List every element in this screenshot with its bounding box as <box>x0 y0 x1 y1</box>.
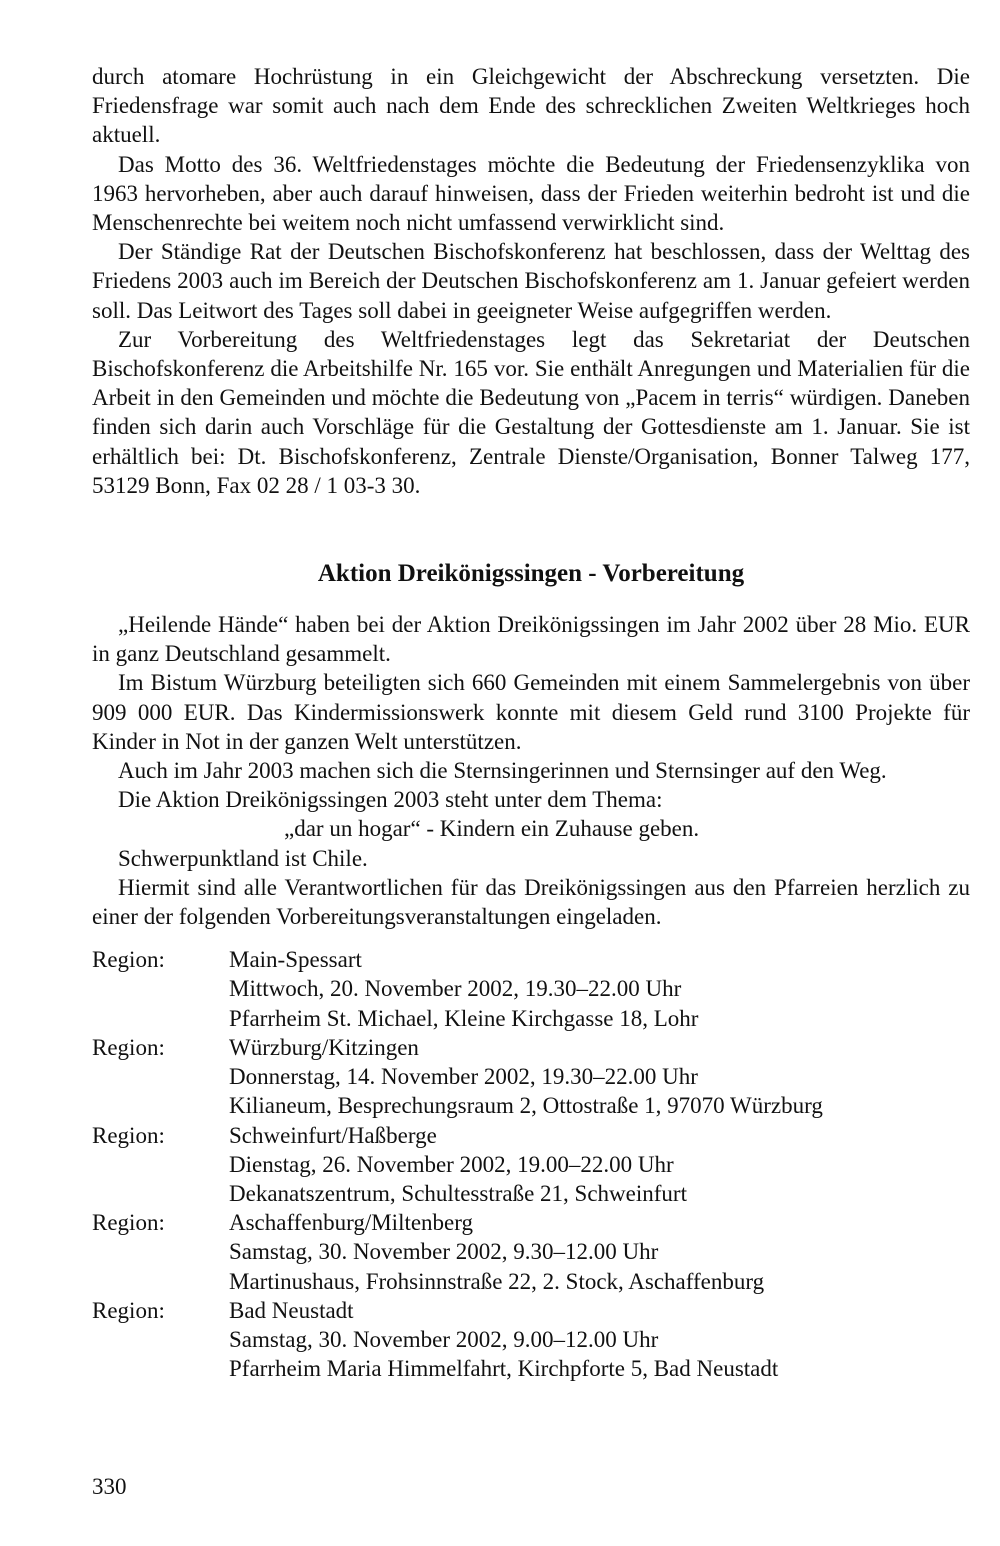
schedule-entry <box>92 1033 970 1121</box>
event-schedule <box>92 945 970 1383</box>
event-date: Mittwoch, 20. November 2002, 19.30–22.00 Uhr <box>229 976 682 1002</box>
event-venue: Pfarrheim St. Michael, Kleine Kirchgasse 18, Lohr <box>229 1005 699 1031</box>
schedule-entry <box>92 1121 970 1209</box>
region-label: Region: <box>92 947 165 973</box>
body-paragraph: durch atomare Hochrüstung in ein Gleichgewicht der Abschreckung versetzten. Die Friedensfrage war somit auch nach dem Ende des schrecklichen Zweiten Weltkrieges hoch aktuell. <box>92 64 970 148</box>
section-paragraph: Im Bistum Würzburg beteiligten sich 660 Gemeinden mit einem Sammelergebnis von über 909 000 EUR. Das Kindermissionswerk konnte mit diesem Geld rund 3100 Projekte für Kinder in Not in der ganzen Welt unterstützen. <box>92 670 970 754</box>
section-heading: Aktion Dreikönigssingen - Vorbereitung <box>317 560 745 588</box>
section-paragraph: Schwerpunktland ist Chile. <box>118 845 368 871</box>
event-venue: Kilianeum, Besprechungsraum 2, Ottostraße 1, 97070 Würzburg <box>229 1093 823 1119</box>
schedule-entry <box>92 945 970 1033</box>
section-paragraph: Hiermit sind alle Verantwortlichen für das Dreikönigssingen aus den Pfarreien herzlich zu einer der folgenden Vorbereitungsveranstaltungen eingeladen. <box>92 874 970 930</box>
entry-details <box>229 1296 970 1384</box>
page-body <box>92 62 970 1383</box>
region-label: Region: <box>92 1122 165 1148</box>
section-paragraph: Die Aktion Dreikönigssingen 2003 steht unter dem Thema: <box>118 787 663 813</box>
entry-details <box>229 945 970 1033</box>
region-label: Region: <box>92 1210 165 1236</box>
theme-line: „dar un hogar“ - Kindern ein Zuhause geben. <box>284 816 700 842</box>
entry-details <box>229 1208 970 1296</box>
page-number: 330 <box>92 1474 127 1499</box>
body-paragraph: Das Motto des 36. Weltfriedenstages möchte die Bedeutung der Friedensenzyklika von 1963 hervorheben, aber auch darauf hinweisen, dass der Frieden weiterhin bedroht ist und die Menschenrechte bei weitem noch nicht umfassend verwirklicht sind. <box>92 151 970 236</box>
event-date: Samstag, 30. November 2002, 9.30–12.00 Uhr <box>229 1239 659 1265</box>
region-name: Main-Spessart <box>229 947 362 973</box>
section-paragraph: Auch im Jahr 2003 machen sich die Sternsingerinnen und Sternsinger auf den Weg. <box>118 758 887 784</box>
entry-details <box>229 1121 970 1209</box>
body-paragraph: Der Ständige Rat der Deutschen Bischofskonferenz hat beschlossen, dass der Welttag des Friedens 2003 auch im Bereich der Deutschen Bischofskonferenz am 1. Januar gefeiert werden soll. Das Leitwort des Tages soll dabei in geeigneter Weise aufgegriffen werden. <box>92 239 970 323</box>
region-name: Aschaffenburg/Miltenberg <box>229 1210 474 1236</box>
event-venue: Dekanatszentrum, Schultesstraße 21, Schweinfurt <box>229 1180 687 1206</box>
event-venue: Martinushaus, Frohsinnstraße 22, 2. Stock, Aschaffenburg <box>229 1268 765 1294</box>
event-date: Samstag, 30. November 2002, 9.00–12.00 Uhr <box>229 1326 659 1352</box>
region-name: Bad Neustadt <box>229 1297 354 1323</box>
region-label: Region: <box>92 1034 165 1060</box>
region-label: Region: <box>92 1297 165 1323</box>
body-paragraph: Zur Vorbereitung des Weltfriedenstages legt das Sekretariat der Deutschen Bischofskonferenz die Arbeitshilfe Nr. 165 vor. Sie enthält Anregungen und Materialien für die Arbeit in den Gemeinden und möchte die Bedeutung von „Pacem in terris“ würdigen. Daneben finden sich darin auch Vorschläge für die Gestaltung der Gottesdienste am 1. Januar. Sie ist erhältlich bei: Dt. Bischofskonferenz, Zentrale Dienste/Organisation, Bonner Talweg 177, 53129 Bonn, Fax 02 28 / 1 03-3 30. <box>92 326 970 498</box>
entry-details <box>229 1033 970 1121</box>
region-name: Schweinfurt/Haßberge <box>229 1122 437 1148</box>
event-venue: Pfarrheim Maria Himmelfahrt, Kirchpforte 5, Bad Neustadt <box>229 1356 779 1382</box>
event-date: Dienstag, 26. November 2002, 19.00–22.00 Uhr <box>229 1151 674 1177</box>
schedule-entry <box>92 1208 970 1296</box>
schedule-entry <box>92 1296 970 1384</box>
section-paragraph: „Heilende Hände“ haben bei der Aktion Dreikönigssingen im Jahr 2002 über 28 Mio. EUR in ganz Deutschland gesammelt. <box>92 612 970 667</box>
region-name: Würzburg/Kitzingen <box>229 1034 419 1060</box>
event-date: Donnerstag, 14. November 2002, 19.30–22.00 Uhr <box>229 1064 698 1090</box>
